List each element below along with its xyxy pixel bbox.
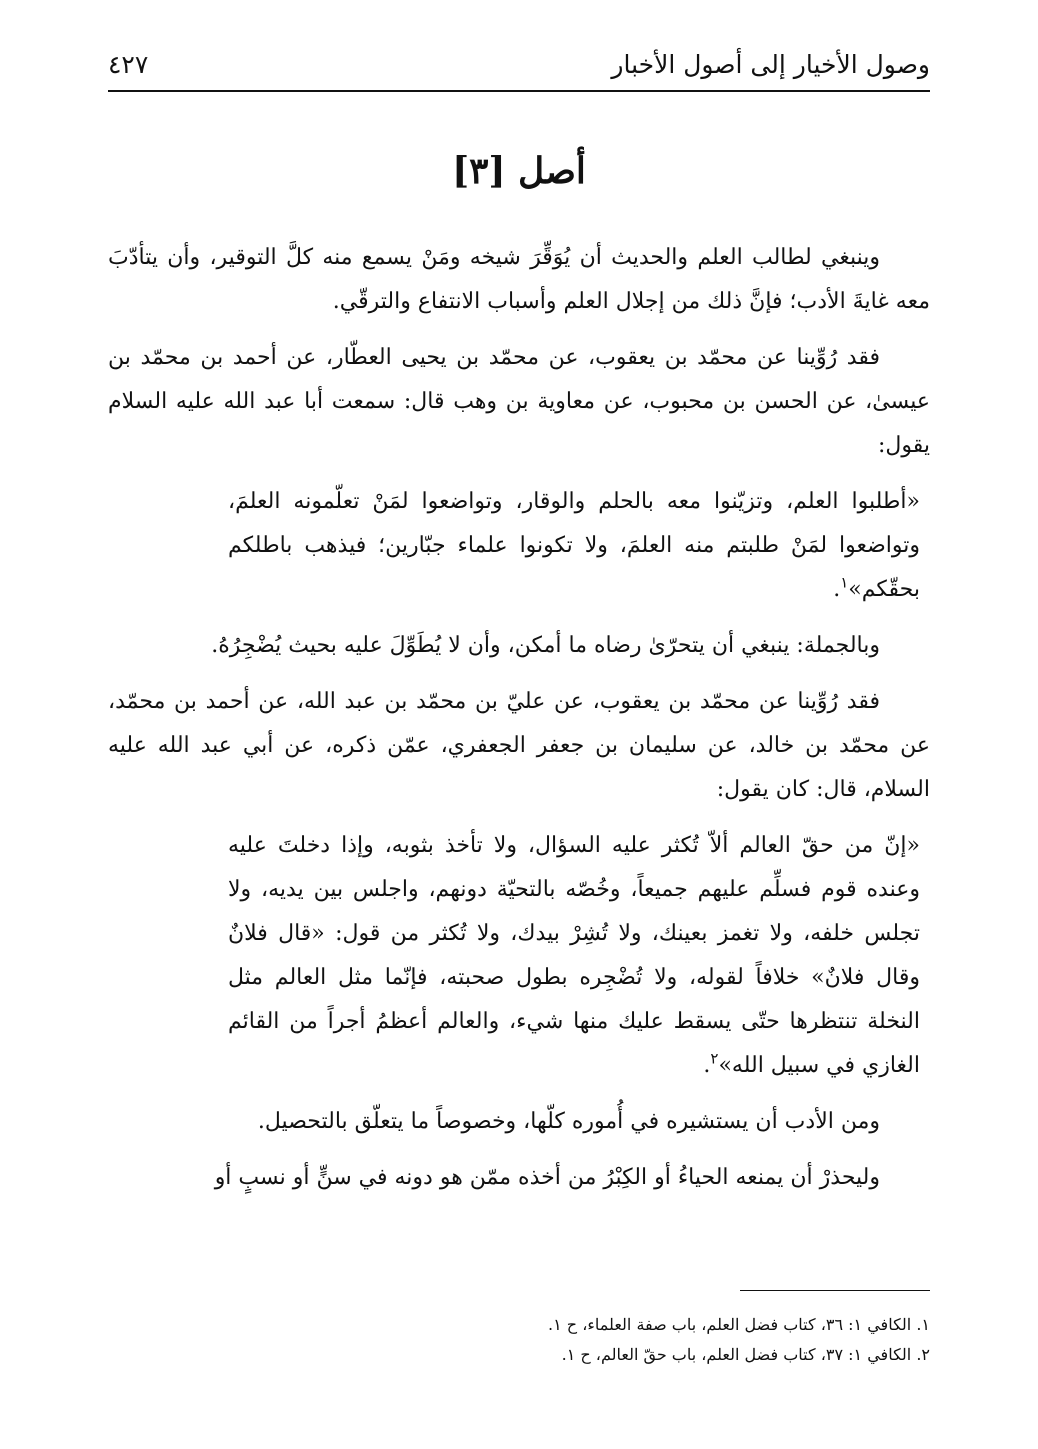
paragraph-2: فقد رُوِّينا عن محمّد بن يعقوب، عن محمّد بن يحيى العطّار، عن أحمد بن محمّد بن عيسىٰ، عن الحسن بن محبوب، عن معاوية بن وهب قال: سمعت أبا عبد الله عليه السلام يقول:	[108, 345, 930, 458]
footnote-ref-2: ٢	[710, 1049, 719, 1068]
running-header	[108, 44, 930, 84]
hadith-quote-1-text: «أطلبوا العلم، وتزيّنوا معه بالحلم والوقار، وتواضعوا لمَنْ تعلّمونه العلمَ، وتواضعوا لمَنْ طلبتم منه العلمَ، ولا تكونوا علماء جبّارين؛ فيذهب باطلكم بحقّكم»	[228, 489, 921, 602]
page-number: ٤٢٧	[108, 49, 149, 79]
main-text	[108, 236, 930, 1212]
header-rule	[108, 90, 930, 92]
footnote-2: ٢. الكافي ١: ٣٧، كتاب فضل العلم، باب حقّ العالم، ح ١.	[561, 1345, 930, 1364]
paragraph-3: وبالجملة: ينبغي أن يتحرّىٰ رضاه ما أمكن، وأن لا يُطَوِّلَ عليه بحيث يُضْجِرُهُ.	[211, 633, 880, 658]
paragraph-5: ومن الأدب أن يستشيره في أُموره كلّها، وخصوصاً ما يتعلّق بالتحصيل.	[257, 1109, 880, 1134]
footnotes	[108, 1310, 930, 1370]
book-title: وصول الأخيار إلى أصول الأخبار	[611, 49, 930, 79]
paragraph-6: وليحذرْ أن يمنعه الحياءُ أو الكِبْرُ من أخذه ممّن هو دونه في سنٍّ أو نسبٍ أو	[214, 1165, 880, 1190]
footnote-rule	[740, 1290, 930, 1291]
section-title: أصل [٣]	[452, 150, 586, 192]
paragraph-4: فقد رُوِّينا عن محمّد بن يعقوب، عن عليّ بن محمّد بن عبد الله، عن أحمد بن محمّد، عن محمّد بن خالد، عن سليمان بن جعفر الجعفري، عمّن ذكره، عن أبي عبد الله عليه السلام، قال: كان يقول:	[108, 689, 930, 802]
hadith-quote-1: «أطلبوا العلم، وتزيّنوا معه بالحلم والوقار، وتواضعوا لمَنْ تعلّمونه العلمَ، وتواضعوا لمَنْ طلبتم منه العلمَ، ولا تكونوا علماء جبّارين؛ فيذهب باطلكم بحقّكم»$^١$.	[228, 489, 921, 602]
footnote-1: ١. الكافي ١: ٣٦، كتاب فضل العلم، باب صفة العلماء، ح ١.	[548, 1315, 930, 1334]
hadith-quote-2: «إنّ من حقّ العالم ألاّ تُكثر عليه السؤال، ولا تأخذ بثوبه، وإذا دخلتَ عليه وعنده قوم فسلِّم عليهم جميعاً، وخُصّه بالتحيّة دونهم، واجلس بين يديه، ولا تجلس خلفه، ولا تغمز بعينك، ولا تُشِرْ بيدك، ولا تُكثر من قول: «قال فلانٌ وقال فلانٌ» خلافاً لقوله، ولا تُضْجِره بطول صحبته، فإنّما مثل العالم مثل النخلة تنتظرها حتّى يسقط عليك منها شيء، والعالم أعظمُ أجراً من القائم الغازي في سبيل الله»$^٢$.	[228, 833, 920, 1078]
footnote-ref-1: ١	[840, 573, 849, 592]
paragraph-1: وينبغي لطالب العلم والحديث أن يُوَقِّرَ شيخه ومَنْ يسمع منه كلَّ التوقير، وأن يتأدّبَ معه غايةَ الأدب؛ فإنَّ ذلك من إجلال العلم وأسباب الانتفاع والترقّي.	[108, 245, 930, 314]
hadith-quote-2-text: «إنّ من حقّ العالم ألاّ تُكثر عليه السؤال، ولا تأخذ بثوبه، وإذا دخلتَ عليه وعنده قوم فسلِّم عليهم جميعاً، وخُصّه بالتحيّة دونهم، واجلس بين يديه، ولا تجلس خلفه، ولا تغمز بعينك، ولا تُشِرْ بيدك، ولا تُكثر من قول: «قال فلانٌ وقال فلانٌ» خلافاً لقوله، ولا تُضْجِره بطول صحبته، فإنّما مثل العالم مثل النخلة تنتظرها حتّى يسقط عليك منها شيء، والعالم أعظمُ أجراً من القائم الغازي في سبيل الله»	[228, 833, 920, 1078]
